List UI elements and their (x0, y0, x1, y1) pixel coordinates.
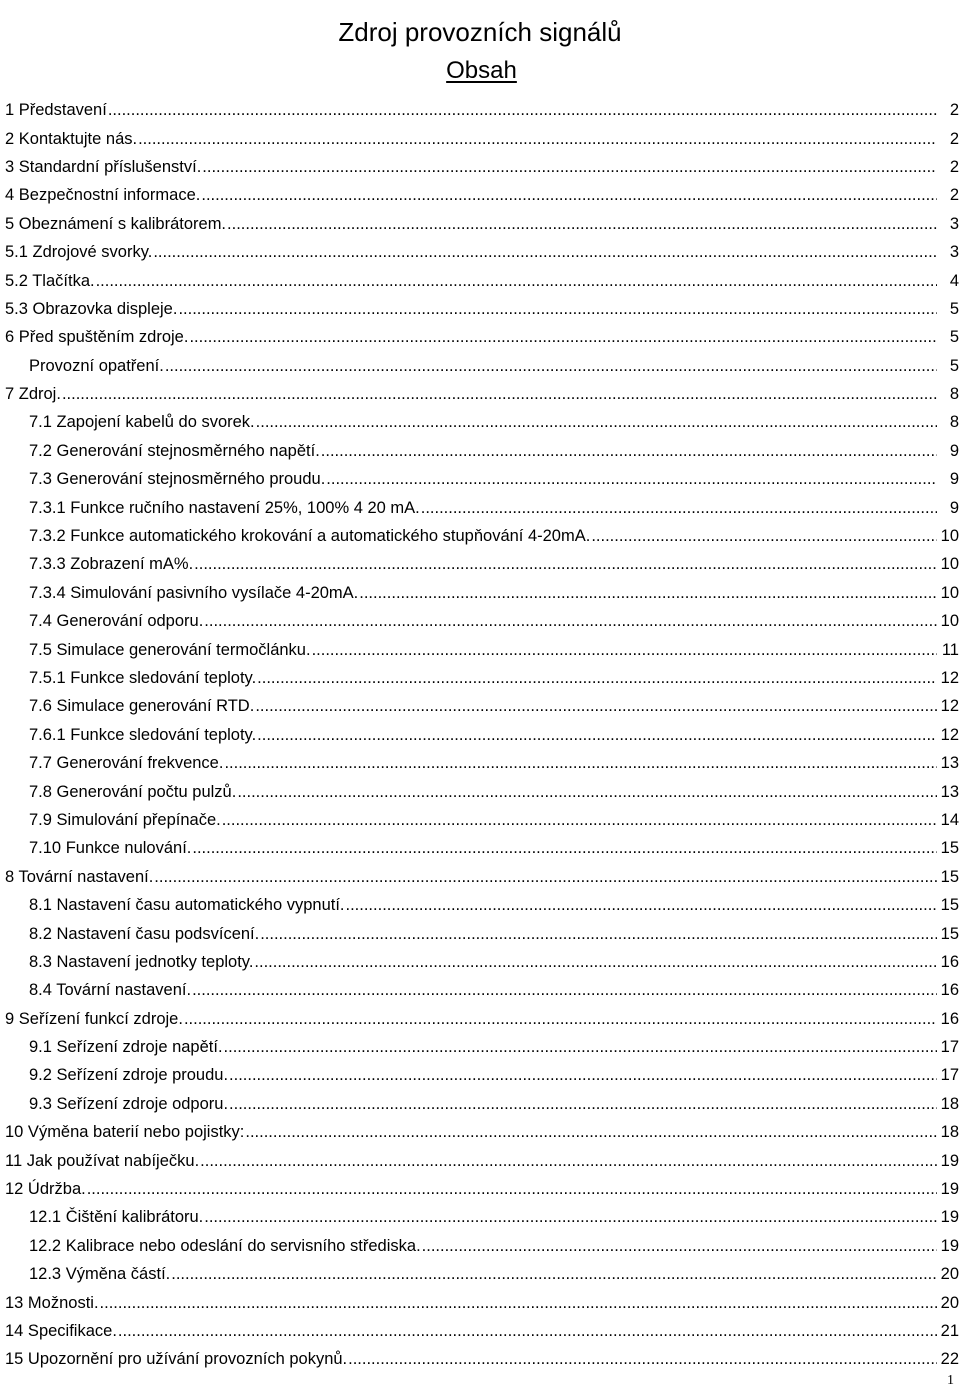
toc-dot-leader (326, 469, 937, 489)
toc-dot-leader (348, 1349, 937, 1369)
toc-dot-leader (200, 1151, 937, 1171)
toc-entry[interactable] (0, 1061, 960, 1089)
toc-entry-page: 19 (940, 1236, 959, 1255)
footer-page-number: 1 (947, 1373, 954, 1388)
toc-entry-page: 11 (941, 640, 959, 659)
toc-entry[interactable] (0, 579, 960, 607)
toc-dot-leader (204, 611, 937, 631)
toc-entry[interactable] (0, 863, 960, 891)
toc-entry-title: 5.3 Obrazovka displeje. (5, 299, 178, 318)
toc-entry[interactable] (0, 1005, 960, 1033)
toc-entry[interactable] (0, 1232, 960, 1260)
toc-dot-leader (192, 980, 937, 1000)
toc-entry[interactable] (0, 181, 960, 209)
toc-entry-page: 5 (949, 328, 959, 347)
toc-dot-leader (201, 185, 937, 205)
toc-entry-title: 3 Standardní příslušenství. (5, 157, 202, 176)
toc-entry-page: 10 (940, 583, 959, 602)
toc-entry-title: 14 Specifikace. (5, 1321, 117, 1340)
toc-dot-leader (422, 1236, 937, 1256)
toc-entry-title: 7.8 Generování počtu pulzů. (29, 782, 237, 801)
toc-entry-page: 15 (940, 839, 959, 858)
toc-dot-leader (154, 867, 937, 887)
toc-heading-link[interactable]: Obsah (446, 57, 517, 84)
toc-dot-leader (108, 100, 937, 120)
toc-entry[interactable] (0, 635, 960, 663)
toc-entry[interactable] (0, 323, 960, 351)
toc-entry[interactable] (0, 948, 960, 976)
toc-entry[interactable] (0, 493, 960, 521)
toc-dot-leader (184, 1009, 937, 1029)
toc-dot-leader (254, 952, 937, 972)
toc-entry-title: 7.3.4 Simulování pasivního vysílače 4-20mA. (29, 583, 359, 602)
toc-entry-title: 12 Údržba. (5, 1180, 86, 1199)
toc-entry-title: 7.10 Funkce nulování. (29, 839, 192, 858)
toc-entry-title: 8.2 Nastavení času podsvícení. (29, 924, 260, 943)
toc-dot-leader (245, 1122, 937, 1142)
toc-entry[interactable] (0, 891, 960, 919)
toc-entry[interactable] (0, 210, 960, 238)
toc-entry-title: 7.3 Generování stejnosměrného proudu. (29, 470, 326, 489)
toc-dot-leader (312, 640, 937, 660)
toc-entry-title: 7.4 Generování odporu. (29, 612, 204, 631)
toc-entry-title: 2 Kontaktujte nás. (5, 129, 138, 148)
toc-dot-leader (204, 1207, 937, 1227)
toc-entry-page: 5 (949, 299, 959, 318)
toc-entry-page: 2 (949, 101, 959, 120)
toc-entry-page: 20 (940, 1293, 959, 1312)
toc-entry-title: 8.1 Nastavení času automatického vypnutí. (29, 896, 345, 915)
toc-entry-page: 12 (940, 669, 959, 687)
toc-entry[interactable] (0, 976, 960, 1004)
toc-entry-page: 15 (940, 896, 959, 915)
toc-entry-title: 8.3 Nastavení jednotky teploty. (29, 952, 254, 971)
toc-dot-leader (96, 271, 937, 291)
toc-dot-leader (227, 214, 937, 234)
toc-dot-leader (87, 1179, 937, 1199)
toc-entry-title: 7.6 Simulace generování RTD. (29, 697, 255, 716)
toc-entry-page: 12 (940, 725, 959, 744)
toc-entry-page: 10 (940, 527, 959, 546)
toc-entry-title: 7.1 Zapojení kabelů do svorek. (29, 413, 255, 432)
toc-entry[interactable] (0, 550, 960, 578)
toc-dot-leader (153, 242, 937, 262)
toc-entry[interactable] (0, 1175, 960, 1203)
toc-entry-page: 12 (940, 697, 959, 716)
toc-dot-leader (165, 356, 937, 376)
toc-entry-page: 9 (949, 470, 959, 489)
toc-entry[interactable] (0, 96, 960, 124)
toc-entry[interactable] (0, 295, 960, 323)
toc-entry-title: 7.6.1 Funkce sledování teploty. (29, 725, 257, 744)
toc-entry-title: 11 Jak používat nabíječku. (5, 1151, 200, 1170)
toc-entry-page: 19 (940, 1208, 959, 1227)
toc-entry-page: 4 (949, 271, 959, 290)
toc-dot-leader (100, 1293, 937, 1313)
toc-entry[interactable] (0, 1317, 960, 1345)
toc-entry[interactable] (0, 1345, 960, 1373)
toc-dot-leader (229, 1094, 937, 1114)
toc-entry[interactable] (0, 692, 960, 720)
toc-dot-leader (257, 725, 937, 745)
toc-entry-page: 16 (940, 981, 959, 1000)
toc-dot-leader (189, 327, 937, 347)
toc-entry-page: 8 (949, 385, 959, 404)
toc-entry-title: 9 Seřízení funkcí zdroje. (5, 1009, 183, 1028)
toc-dot-leader (192, 838, 937, 858)
table-of-contents (0, 96, 960, 1374)
toc-entry[interactable] (0, 1260, 960, 1288)
toc-entry[interactable] (0, 1090, 960, 1118)
toc-entry-page: 17 (940, 1066, 959, 1085)
toc-dot-leader (202, 157, 937, 177)
toc-dot-leader (222, 810, 937, 830)
toc-entry[interactable] (0, 380, 960, 408)
toc-entry[interactable] (0, 664, 960, 692)
toc-entry-title: 7.7 Generování frekvence. (29, 754, 224, 773)
toc-entry-title: 7.9 Simulování přepínače. (29, 810, 221, 829)
toc-entry-page: 10 (940, 612, 959, 631)
toc-entry[interactable] (0, 1118, 960, 1146)
toc-entry-title: 7.5 Simulace generování termočlánku. (29, 640, 311, 659)
toc-dot-leader (194, 554, 937, 574)
toc-entry-title: 13 Možnosti. (5, 1293, 99, 1312)
toc-dot-leader (224, 1037, 937, 1057)
toc-dot-leader (591, 526, 937, 546)
toc-entry-page: 19 (940, 1180, 959, 1199)
toc-entry[interactable] (0, 834, 960, 862)
toc-entry-page: 2 (949, 157, 959, 176)
toc-entry-title: 7.3.1 Funkce ručního nastavení 25%, 100% 4 20 mA. (29, 498, 420, 517)
toc-entry-title: 9.1 Seřízení zdroje napětí. (29, 1038, 223, 1057)
toc-entry-page: 10 (940, 555, 959, 574)
toc-entry[interactable] (0, 437, 960, 465)
toc-entry-title: 1 Představení (5, 101, 107, 120)
toc-entry-page: 22 (940, 1350, 959, 1369)
toc-entry-page: 15 (940, 924, 959, 943)
toc-entry-page: 2 (949, 129, 959, 148)
toc-entry[interactable] (0, 408, 960, 436)
toc-entry-title: 9.2 Seřízení zdroje proudu. (29, 1066, 229, 1085)
toc-entry-page: 9 (949, 498, 959, 517)
toc-dot-leader (257, 668, 937, 688)
toc-entry-title: 8 Tovární nastavení. (5, 867, 154, 886)
toc-entry-title: 7.5.1 Funkce sledování teploty. (29, 669, 257, 687)
toc-entry-title: 12.3 Výměna částí. (29, 1265, 171, 1284)
toc-entry-page: 18 (940, 1094, 959, 1113)
toc-heading (0, 57, 960, 85)
toc-dot-leader (171, 1264, 937, 1284)
toc-entry-page: 19 (940, 1151, 959, 1170)
toc-entry-page: 17 (940, 1038, 959, 1057)
toc-entry-page: 13 (940, 754, 959, 773)
toc-entry-title: 7.3.2 Funkce automatického krokování a automatického stupňování 4-20mA. (29, 527, 591, 546)
toc-entry-title: 6 Před spuštěním zdroje. (5, 328, 189, 347)
toc-entry-page: 20 (940, 1265, 959, 1284)
document-title: Zdroj provozních signálů (338, 17, 622, 48)
toc-entry-page: 3 (949, 214, 959, 233)
toc-entry[interactable] (0, 806, 960, 834)
toc-dot-leader (62, 384, 937, 404)
toc-dot-leader (118, 1321, 937, 1341)
toc-dot-leader (260, 924, 937, 944)
toc-entry[interactable] (0, 919, 960, 947)
toc-entry-page: 21 (940, 1321, 959, 1340)
toc-entry-title: 4 Bezpečnostní informace. (5, 186, 201, 205)
toc-dot-leader (237, 782, 937, 802)
toc-entry[interactable] (0, 777, 960, 805)
toc-entry[interactable] (0, 1288, 960, 1316)
toc-entry[interactable] (0, 607, 960, 635)
toc-entry-title: Provozní opatření. (29, 356, 164, 375)
toc-entry-page: 18 (940, 1123, 959, 1142)
toc-entry-page: 16 (940, 1009, 959, 1028)
toc-entry[interactable] (0, 352, 960, 380)
toc-entry-page: 8 (949, 413, 959, 432)
toc-dot-leader (421, 498, 937, 518)
toc-dot-leader (224, 753, 937, 773)
toc-entry-title: 5.2 Tlačítka. (5, 271, 95, 290)
toc-dot-leader (256, 412, 937, 432)
toc-dot-leader (321, 441, 937, 461)
toc-entry[interactable] (0, 465, 960, 493)
toc-dot-leader (255, 696, 937, 716)
toc-entry[interactable] (0, 522, 960, 550)
toc-entry[interactable] (0, 1146, 960, 1174)
toc-entry-title: 9.3 Seřízení zdroje odporu. (29, 1094, 229, 1113)
toc-dot-leader (346, 895, 937, 915)
toc-entry[interactable] (0, 749, 960, 777)
toc-entry[interactable] (0, 153, 960, 181)
toc-dot-leader (138, 129, 937, 149)
toc-entry-page: 15 (940, 867, 959, 886)
toc-entry-title: 5.1 Zdrojové svorky. (5, 243, 153, 262)
toc-dot-leader (359, 583, 937, 603)
toc-entry[interactable] (0, 266, 960, 294)
toc-entry-page: 13 (940, 782, 959, 801)
toc-entry-page: 16 (940, 952, 959, 971)
toc-entry-page: 9 (949, 441, 959, 460)
toc-entry-title: 10 Výměna baterií nebo pojistky: (5, 1123, 245, 1142)
toc-entry-page: 5 (949, 356, 959, 375)
toc-entry-page: 14 (940, 810, 959, 829)
toc-entry-title: 12.1 Čištění kalibrátoru. (29, 1208, 204, 1227)
toc-entry-title: 8.4 Tovární nastavení. (29, 981, 192, 1000)
toc-entry-title: 7.2 Generování stejnosměrného napětí. (29, 441, 320, 460)
toc-entry-page: 3 (949, 243, 959, 262)
toc-entry-title: 7 Zdroj. (5, 385, 61, 404)
toc-entry-title: 7.3.3 Zobrazení mA%. (29, 555, 194, 574)
toc-entry[interactable] (0, 238, 960, 266)
toc-dot-leader (178, 299, 937, 319)
toc-dot-leader (229, 1065, 937, 1085)
toc-entry[interactable] (0, 124, 960, 152)
toc-entry-page: 2 (949, 186, 959, 205)
toc-entry-title: 15 Upozornění pro užívání provozních pokynů. (5, 1350, 348, 1369)
toc-entry[interactable] (0, 1033, 960, 1061)
toc-entry-title: 12.2 Kalibrace nebo odeslání do servisního střediska. (29, 1236, 421, 1255)
toc-entry-title: 5 Obeznámení s kalibrátorem. (5, 214, 227, 233)
toc-entry[interactable] (0, 1203, 960, 1231)
toc-entry[interactable] (0, 721, 960, 749)
